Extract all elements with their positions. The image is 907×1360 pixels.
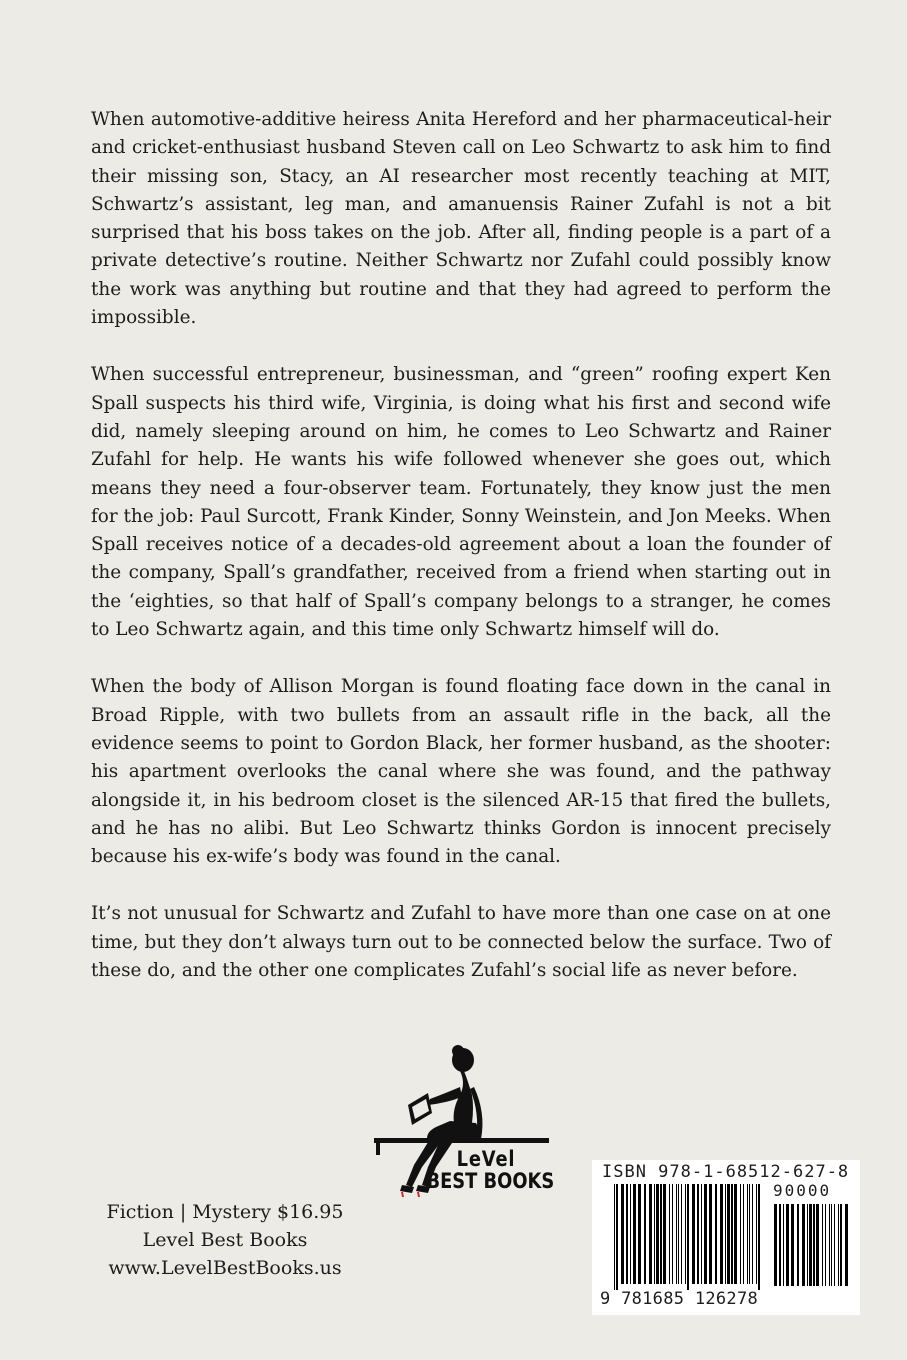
barcode-bar	[797, 1204, 799, 1286]
barcode-bar	[779, 1204, 781, 1286]
barcode-bar	[822, 1204, 823, 1286]
publisher-name: Level Best Books	[142, 1229, 308, 1251]
barcode-bar	[614, 1184, 615, 1290]
barcode-bar	[638, 1184, 641, 1284]
barcode-bar	[845, 1204, 848, 1286]
barcode-bar	[681, 1184, 682, 1284]
barcode-bar	[678, 1184, 679, 1284]
logo-text-line1: LeVel	[456, 1147, 516, 1171]
barcode-bar	[802, 1204, 805, 1286]
barcode-bar	[825, 1204, 826, 1286]
barcode-bar	[685, 1184, 686, 1284]
barcode-bar	[616, 1184, 618, 1290]
barcode-bar	[747, 1184, 748, 1284]
price-addon-code: 90000	[773, 1181, 832, 1200]
barcode-bar	[834, 1204, 835, 1286]
barcode-bar	[697, 1184, 699, 1284]
publisher-website: www.LevelBestBooks.us	[108, 1257, 342, 1279]
barcode-bar	[687, 1184, 689, 1290]
barcode-bar	[752, 1184, 753, 1284]
barcode-bar	[656, 1184, 659, 1284]
barcode-bar	[743, 1184, 744, 1284]
barcode-bar	[669, 1184, 670, 1284]
barcode-bar	[626, 1184, 628, 1284]
blurb-paragraph-2: When successful entrepreneur, businessman, and “green” roofing expert Ken Spall suspects his third wife, Virginia, is doing what his first and second wife did, namely sleeping around on him, he comes to Leo Schwartz and Rainer Zufahl for help. He wants his wife followed whenever she goes out, which means they need a four-observer team. Fortunately, they know just the men for the job: Paul Surcott, Frank Kinder, Sonny Weinstein, and Jon Meeks. When Spall receives notice of a decades-old agreement about a loan the founder of the company, Spall’s grandfather, received from a friend when starting out in the ‘eighties, so that half of Spall’s company belongs to a stranger, he comes to Leo Schwartz again, and this time only Schwartz himself will do.	[91, 364, 831, 641]
barcode-bar	[715, 1184, 717, 1284]
blurb-paragraph-4: It’s not unusual for Schwartz and Zufahl to have more than one case on at one time, but they don’t always turn out to be connected below the surface. Two of these do, and the other one complicates Zufahl’s social life as never before.	[91, 903, 831, 982]
blurb-paragraph-3: When the body of Allison Morgan is found floating face down in the canal in Broad Ripple, with two bullets from an assault rifle in the back, all the evidence seems to point to Gordon Black, her former husband, as the shooter: his apartment overlooks the canal where she was found, and the pathway alongside it, in his bedroom closet is the silenced AR-15 that fired the bullets, and he has no alibi. But Leo Schwartz thinks Gordon is innocent precisely because his ex-wife’s body was found in the canal.	[91, 676, 831, 868]
barcode-bar	[807, 1204, 808, 1286]
barcode-bar	[644, 1184, 646, 1284]
barcode-bar	[838, 1204, 839, 1286]
isbn-label: ISBN 978-1-68512-627-8	[602, 1162, 850, 1182]
ean-digits: 9 781685 126278	[600, 1289, 759, 1309]
barcode-bar	[783, 1204, 784, 1286]
publisher-info	[60, 1198, 390, 1282]
barcode-bar	[816, 1204, 819, 1286]
barcode-bar	[756, 1184, 757, 1284]
barcode-bar	[720, 1184, 723, 1284]
barcode-bar	[709, 1184, 712, 1284]
barcode-bar	[749, 1184, 750, 1284]
barcode-bar	[672, 1184, 673, 1284]
barcode-bar	[630, 1184, 631, 1284]
barcode-bar	[740, 1184, 741, 1284]
barcode-bar	[621, 1184, 624, 1284]
barcode-bar	[831, 1204, 832, 1286]
barcode-bar	[829, 1204, 830, 1286]
barcode-bar	[649, 1184, 652, 1284]
barcode-bar	[663, 1184, 666, 1284]
genre-price: Fiction | Mystery $16.95	[106, 1201, 344, 1223]
barcode-bar	[731, 1184, 733, 1284]
barcode-bar	[725, 1184, 726, 1284]
logo-text	[416, 1148, 556, 1192]
barcode-bar	[692, 1184, 695, 1284]
barcode-bar	[660, 1184, 662, 1284]
barcode-bar	[791, 1204, 794, 1286]
barcode-bar	[813, 1204, 815, 1286]
barcode-bar	[633, 1184, 636, 1284]
barcode-bar	[734, 1184, 737, 1284]
barcode-bar	[809, 1204, 812, 1286]
blurb-paragraph-1: When automotive-additive heiress Anita Hereford and her pharmaceutical-heir and cricket-enthusiast husband Steven call on Leo Schwartz to ask him to find their missing son, Stacy, an AI researcher most recently teaching at MIT, Schwartz’s assistant, leg man, and amanuensis Rainer Zufahl is not a bit surprised that his boss takes on the job. After all, finding people is a part of a private detective’s routine. Neither Schwartz nor Zufahl could possibly know the work was anything but routine and that they had agreed to perform the impossible.	[91, 109, 831, 329]
isbn-barcode	[592, 1160, 860, 1315]
barcode-bar	[654, 1184, 655, 1284]
logo-text-line2: BEST BOOKS	[426, 1169, 555, 1193]
barcode-bar	[786, 1204, 789, 1286]
barcode-bar	[774, 1204, 777, 1286]
barcode-bar	[840, 1204, 842, 1286]
barcode-bar	[704, 1184, 707, 1284]
barcode-bar	[676, 1184, 677, 1284]
barcode-bar	[727, 1184, 730, 1284]
barcode-bar	[758, 1184, 760, 1290]
barcode-bar	[701, 1184, 702, 1284]
back-cover-blurb	[91, 106, 831, 1014]
